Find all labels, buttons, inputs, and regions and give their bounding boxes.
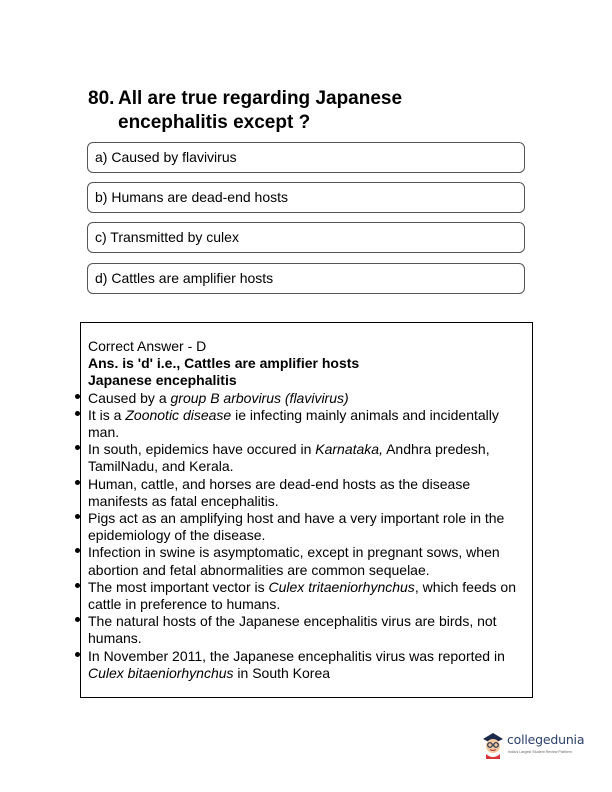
answer-box xyxy=(80,322,533,698)
bullet-dot-icon xyxy=(75,411,80,416)
bullet-text: , which feeds on cattle in preference to humans. xyxy=(88,578,516,613)
bullet-dot-icon xyxy=(75,652,80,657)
bullet-dot-icon xyxy=(75,480,80,485)
bullet-italic-text: group B arbovirus (flavivirus) xyxy=(170,389,349,406)
mascot-icon xyxy=(480,730,506,760)
bullet-dot-icon xyxy=(75,445,80,450)
bullet-text: The natural hosts of the Japanese encephalitis virus are birds, not humans. xyxy=(88,613,497,647)
bullet-item xyxy=(88,476,524,510)
bullet-text: It is a xyxy=(88,406,126,423)
bullet-item xyxy=(88,648,524,682)
bullet-dot-icon xyxy=(75,617,80,622)
question-text-line1: All are true regarding Japanese xyxy=(118,88,403,109)
bullet-item xyxy=(88,510,524,544)
bullet-italic-text: Zoonotic disease xyxy=(125,406,232,423)
answer-explanation-heading: Ans. is 'd' i.e., Cattles are amplifier hosts xyxy=(88,355,360,372)
bullet-item xyxy=(88,544,524,578)
bullet-dot-icon xyxy=(75,548,80,553)
bullet-text: Infection in swine is asymptomatic, except in pregnant sows, when abortion and fetal abnormalities are common sequelae. xyxy=(88,544,500,578)
question-title xyxy=(88,87,508,135)
logo-brand-text: collegedunia xyxy=(507,732,585,747)
bullet-text: ie infecting mainly animals and incidentally man. xyxy=(88,406,499,441)
bullet-italic-text: Karnataka, xyxy=(315,441,383,458)
option-c[interactable]: c) Transmitted by culex xyxy=(87,222,525,253)
bullet-item xyxy=(88,407,524,441)
option-b[interactable]: b) Humans are dead-end hosts xyxy=(87,182,525,213)
bullet-italic-text: Culex bitaeniorhynchus xyxy=(88,664,234,681)
collegedunia-logo xyxy=(480,728,585,762)
bullet-dot-icon xyxy=(75,514,80,519)
bullet-text: In November 2011, the Japanese encephalitis virus was reported in xyxy=(88,647,505,664)
explanation-bullet-list xyxy=(88,390,524,682)
option-d[interactable]: d) Cattles are amplifier hosts xyxy=(87,263,525,294)
bullet-text: Caused by a xyxy=(88,389,171,406)
question-text-line2: encephalitis except ? xyxy=(118,112,311,133)
bullet-text: Human, cattle, and horses are dead-end hosts as the disease manifests as fatal encephalitis. xyxy=(88,475,471,509)
correct-answer-label: Correct Answer - D xyxy=(88,338,207,354)
bullet-item xyxy=(88,441,524,475)
topic-heading: Japanese encephalitis xyxy=(88,372,237,389)
bullet-text: In south, epidemics have occured in xyxy=(88,441,316,458)
bullet-text: in South Korea xyxy=(233,664,331,681)
bullet-text: Pigs act as an amplifying host and have a very important role in the epidemiology of the disease. xyxy=(88,510,505,544)
bullet-item xyxy=(88,390,524,407)
logo-tagline: India's Largest Student Review Platform xyxy=(508,750,572,754)
bullet-text: Andhra predesh, TamilNadu, and Kerala. xyxy=(88,441,490,475)
bullet-dot-icon xyxy=(75,394,80,399)
bullet-italic-text: Culex tritaeniorhynchus xyxy=(268,578,415,595)
question-number: 80. xyxy=(88,88,115,109)
option-a[interactable]: a) Caused by flavivirus xyxy=(87,142,525,173)
bullet-text: The most important vector is xyxy=(88,578,269,595)
bullet-item xyxy=(88,579,524,613)
bullet-item xyxy=(88,613,524,647)
bullet-dot-icon xyxy=(75,583,80,588)
